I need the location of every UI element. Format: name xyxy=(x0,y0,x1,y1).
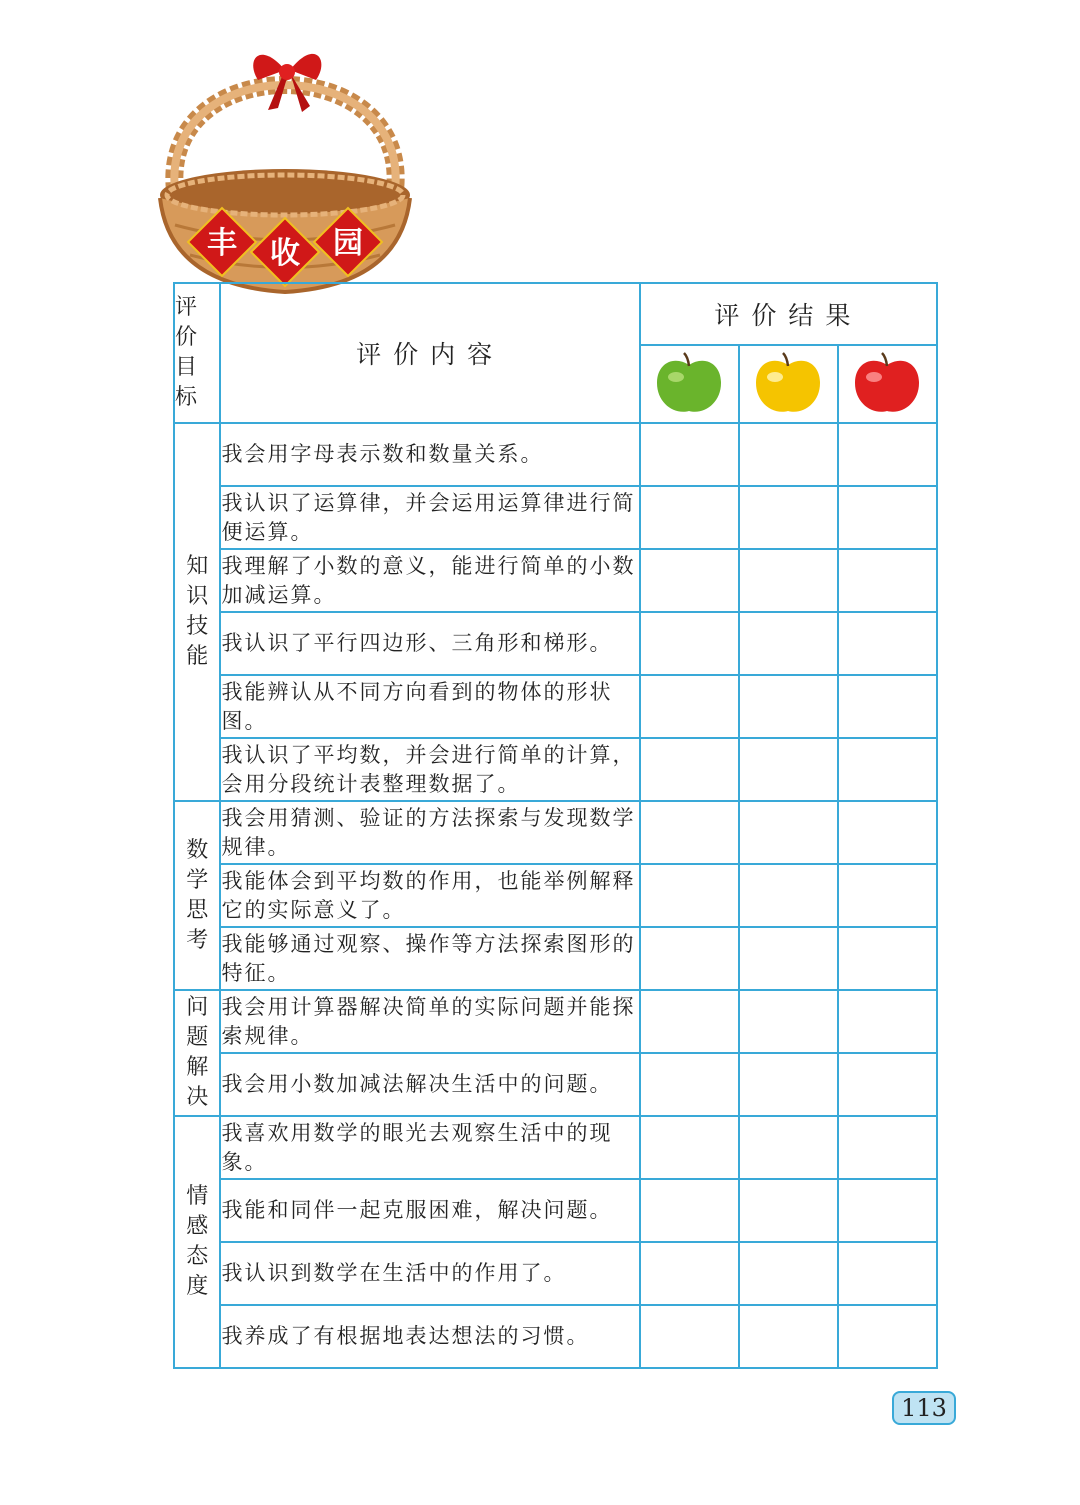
result-cell-green[interactable] xyxy=(640,1053,739,1116)
content-cell: 我能和同伴一起克服困难，解决问题。 xyxy=(220,1179,639,1242)
content-cell: 我能体会到平均数的作用，也能举例解释它的实际意义了。 xyxy=(220,864,639,927)
goal-cell xyxy=(174,423,220,801)
table-row xyxy=(174,423,937,486)
banner-char-3: 园 xyxy=(333,226,363,261)
content-cell: 我喜欢用数学的眼光去观察生活中的现象。 xyxy=(220,1116,639,1179)
result-cell-red[interactable] xyxy=(838,990,937,1053)
goal-label: 问题解决 xyxy=(186,995,209,1110)
result-cell-green[interactable] xyxy=(640,1116,739,1179)
result-cell-red[interactable] xyxy=(838,423,937,486)
result-cell-yellow[interactable] xyxy=(739,927,838,990)
table-row xyxy=(174,1053,937,1116)
table-row xyxy=(174,864,937,927)
content-cell: 我能辨认从不同方向看到的物体的形状图。 xyxy=(220,675,639,738)
content-cell: 我认识了平均数，并会进行简单的计算，会用分段统计表整理数据了。 xyxy=(220,738,639,801)
basket-illustration xyxy=(140,30,430,300)
result-cell-green[interactable] xyxy=(640,990,739,1053)
evaluation-table xyxy=(173,282,938,1369)
header-goal: 评价目标 xyxy=(175,295,198,410)
result-cell-green[interactable] xyxy=(640,864,739,927)
basket-icon xyxy=(140,30,430,300)
result-cell-yellow[interactable] xyxy=(739,1305,838,1368)
goal-cell xyxy=(174,990,220,1116)
result-cell-red[interactable] xyxy=(838,1053,937,1116)
result-cell-red[interactable] xyxy=(838,612,937,675)
table-row xyxy=(174,675,937,738)
goal-cell xyxy=(174,801,220,990)
table-row xyxy=(174,612,937,675)
header-goal-cell xyxy=(174,283,220,423)
result-cell-yellow[interactable] xyxy=(739,486,838,549)
result-cell-green[interactable] xyxy=(640,801,739,864)
table-row xyxy=(174,1179,937,1242)
table-row xyxy=(174,801,937,864)
table-row xyxy=(174,927,937,990)
result-cell-yellow[interactable] xyxy=(739,801,838,864)
result-cell-green[interactable] xyxy=(640,1305,739,1368)
goal-cell xyxy=(174,1116,220,1368)
result-cell-red[interactable] xyxy=(838,1179,937,1242)
table-row xyxy=(174,1242,937,1305)
result-cell-red[interactable] xyxy=(838,864,937,927)
result-cell-yellow[interactable] xyxy=(739,1116,838,1179)
yellow-apple-cell xyxy=(739,345,838,423)
result-cell-green[interactable] xyxy=(640,1242,739,1305)
content-cell: 我认识到数学在生活中的作用了。 xyxy=(220,1242,639,1305)
result-cell-yellow[interactable] xyxy=(739,864,838,927)
result-cell-yellow[interactable] xyxy=(739,1179,838,1242)
result-cell-yellow[interactable] xyxy=(739,1242,838,1305)
result-cell-red[interactable] xyxy=(838,549,937,612)
result-cell-red[interactable] xyxy=(838,1242,937,1305)
table-row xyxy=(174,1305,937,1368)
result-cell-green[interactable] xyxy=(640,927,739,990)
goal-label: 知识技能 xyxy=(186,554,209,669)
goal-label: 数学思考 xyxy=(186,837,209,953)
result-cell-red[interactable] xyxy=(838,1116,937,1179)
result-cell-yellow[interactable] xyxy=(739,1053,838,1116)
result-cell-red[interactable] xyxy=(838,1305,937,1368)
table-row xyxy=(174,990,937,1053)
content-cell: 我会用小数加减法解决生活中的问题。 xyxy=(220,1053,639,1116)
content-cell: 我会用计算器解决简单的实际问题并能探索规律。 xyxy=(220,990,639,1053)
table-row xyxy=(174,486,937,549)
result-cell-yellow[interactable] xyxy=(739,612,838,675)
banner-char-1: 丰 xyxy=(207,226,237,261)
content-cell: 我会用猜测、验证的方法探索与发现数学规律。 xyxy=(220,801,639,864)
header-result: 评价结果 xyxy=(640,283,937,345)
content-cell: 我能够通过观察、操作等方法探索图形的特征。 xyxy=(220,927,639,990)
goal-label: 情感态度 xyxy=(186,1184,209,1299)
result-cell-red[interactable] xyxy=(838,927,937,990)
table-row xyxy=(174,738,937,801)
result-cell-green[interactable] xyxy=(640,1179,739,1242)
table-row xyxy=(174,549,937,612)
banner-char-2: 收 xyxy=(270,236,300,271)
result-cell-green[interactable] xyxy=(640,486,739,549)
table-row xyxy=(174,1116,937,1179)
header-content: 评价内容 xyxy=(220,283,639,423)
result-cell-green[interactable] xyxy=(640,612,739,675)
result-cell-red[interactable] xyxy=(838,738,937,801)
result-cell-yellow[interactable] xyxy=(739,675,838,738)
green-apple-icon xyxy=(654,351,724,417)
result-cell-yellow[interactable] xyxy=(739,549,838,612)
page-number: 113 xyxy=(892,1391,956,1425)
content-cell: 我认识了运算律，并会运用运算律进行简便运算。 xyxy=(220,486,639,549)
content-cell: 我认识了平行四边形、三角形和梯形。 xyxy=(220,612,639,675)
green-apple-cell xyxy=(640,345,739,423)
result-cell-green[interactable] xyxy=(640,549,739,612)
result-cell-yellow[interactable] xyxy=(739,738,838,801)
content-cell: 我养成了有根据地表达想法的习惯。 xyxy=(220,1305,639,1368)
result-cell-green[interactable] xyxy=(640,423,739,486)
yellow-apple-icon xyxy=(753,351,823,417)
result-cell-red[interactable] xyxy=(838,675,937,738)
red-apple-cell xyxy=(838,345,937,423)
result-cell-yellow[interactable] xyxy=(739,423,838,486)
result-cell-red[interactable] xyxy=(838,801,937,864)
red-apple-icon xyxy=(852,351,922,417)
result-cell-red[interactable] xyxy=(838,486,937,549)
result-cell-green[interactable] xyxy=(640,738,739,801)
content-cell: 我会用字母表示数和数量关系。 xyxy=(220,423,639,486)
content-cell: 我理解了小数的意义，能进行简单的小数加减运算。 xyxy=(220,549,639,612)
result-cell-green[interactable] xyxy=(640,675,739,738)
result-cell-yellow[interactable] xyxy=(739,990,838,1053)
